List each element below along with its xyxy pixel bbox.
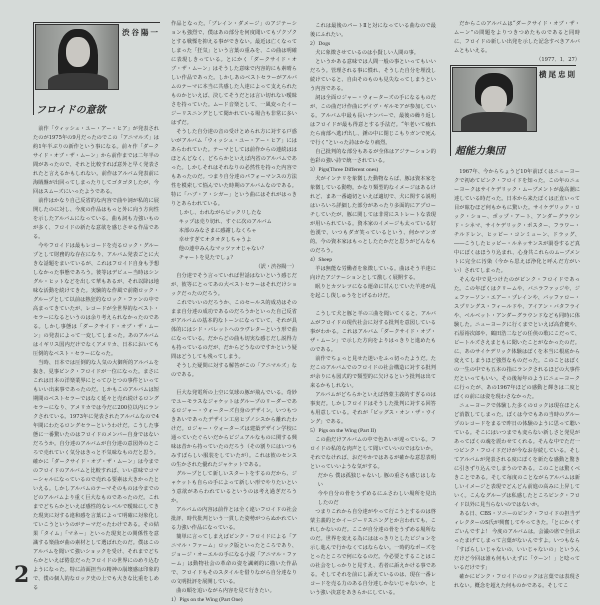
paragraph: だからこのアルバムは“ダークサイド・オブ・ザ・ムーン”の問題をよりつきつめたものであると同時に、フロイドの新しい出発を示した記念すべきアルバムともいえる。: [454, 21, 580, 54]
paragraph: アルバムがどちらかといえば啓蒙主義的すぎるのは事実だ。しかしフロイドはそうした批判に対する回答も用意している。それが「ピッグス・オン・ザ・ウイング」である。: [310, 392, 436, 425]
article1-column-3: [310, 22, 436, 598]
paragraph: 自己批判的な部分もあるが全体はアジテーション的色彩の強い詩で統一されている。: [310, 149, 436, 164]
lyric-line: だから 僕は孤独じゃないし 豚の重さも感じはしない: [317, 473, 436, 488]
article2-column: [454, 168, 580, 591]
article2-author: 横尾忠則: [539, 70, 577, 79]
paragraph: 今やフロイドは最もレコードを売るロック・グループとして財務的な存在になり、アルバム発表ごとに大きな話題をまいているが、これはフロイド自身も予想しなかった事態であろう。彼等はデビュー当時はシングル・ヒットなどを出して華もあるが、それ以降は地味な活動を続けてきた。実験的な作風で前衛ロック・グループとして以前は熱狂的なロック・ファンの中で高まってきていたが、レコードが全世界的なベスト・セラーになるというのは余り考えられなかったのである。しかし事態は「ダークサイド・オブ・ザ・ムーン」の発表によって一変してしまった。あのアルバムはイギリス国内だけでなくアメリカ、日本においても圧倒的なベスト・セラーになった。: [33, 243, 159, 357]
paragraph: 眠りとカツレツになる運命に甘んじていた羊達が乱を起こし復しゅうをとげるわけだ。: [310, 284, 436, 299]
paragraph: グループとして新しいスタートをするのだから、ジャケットも自らの手によって新しい形でやりたいという意欲があらわれているというのは考え過ぎだろうか。: [171, 471, 297, 504]
paragraph: 犬に象徴させているのは小賢しい人間の事。: [315, 50, 419, 56]
credit-line: （1977．1．27）: [536, 57, 580, 63]
lyric-line: 今や自分の骨をうずめるにふさわしい場所を見出したのだ: [317, 491, 436, 506]
section-heading: 3）Pigs(Three Different ones): [310, 167, 379, 173]
paragraph: そんな中で見つけたのがピンク・フロイドであった。この年ぼくはクリームや、バニラファッジや、ジェファーソン・エアー・プレインや、バッファロー・スプリングス・フィールドや、アイアン・バタフライや、ベルベット・アンダーグラウンドなども同時に体験した。ニューヨークに行くまでといえば高倉健や、石原裕次郎や、鶴田浩二などの任侠の歌にこだって、ビートルズさえまともに聞いたことがなかったのだ。に、あのサイケデリック体験はぼくを本当に根底から変えてしまうほど強烈なものだった。このことはぼくの一生の中でも五本の指にランクされるほどの大事件だといってもいい。その後毎年のようにニューヨークに行ったが、あの1967年ほどの感動と輝きは二度とぼくの前には姿を現わさなかった。: [454, 277, 580, 400]
paragraph: 確かにピンク・フロイドのロックは言葉では表現されない。概念を超えた何ものかである。そしてこ: [454, 574, 580, 589]
article1-author: 渋谷陽一: [122, 28, 160, 37]
article1-column-4: [454, 20, 580, 65]
page-number: 2: [14, 562, 30, 588]
paragraph: つまりこれから自分達がやって行こうとするのは啓蒙主義的とかイージーリスニングとか言われても、これしかないのだ。ここが自分達の骨をうずめる場所なのだ。世界を変える為にははっきりとしたビジョンを示し進んで行かなくてはならない。一時的なポーズをとったところで何になるのだ。今必要とすることはこの社会をしっかりと見すえ、若者に訴えかける事である。そしてそれを前にし訴えているのは、現在一番レコードを売る力のある自分達しかないじゃないか、という強い決意をあきらかにしている。: [310, 509, 436, 596]
paragraph: 作品となった。「ブレイン・ダメージ」のアジテーションも強烈で、僕はあの部分を何度聞いてもゾクゾクとする戦慄を抑える事ができない。最近は亡くなってしまった「狂気」という言葉の重みを、この曲は明確に表現しきっている。とにかく「ダークサイド・オブ・ザ・ムーン」はそうした意味で内容的にも素晴らしい作品であった。しかしあのベストセラーがアルバムのテーマに本当に共感した人達によって支えられたものかといえば、決してそうだとは言い切れない曖昧さを持っていた。ムード音楽として、一風変ったイージーリスニングとして聞かれている場合も非常に多いはずだ。: [171, 21, 297, 126]
author-photo-shibuya: [35, 24, 119, 90]
paragraph: この曲だけアルバムの中で色あいが違っている。フロイドの私的な肉声として聞いていいのではないか。それでなければ、おだやかではあるが確かな意思表明といっていいような気がする。: [310, 437, 436, 470]
paragraph: 1967年、今からちょうど10年前ぼくはニューヨークで初めてピンク・フロイドを知った。この年のニューヨークはサイケデリック・ムーブメントが最高潮に達している時だった。日本から来たぼくは正直いって目が眩むほど何もかもに驚いた。サイケデリック・ロック・ショー、ポップ・アート、アンダーグラウンド・シネマ、サイケデリック・ポスター、フラワー・チルドレン、ヒッピー・コンミューン、ドラッグ、――こうしたヒッピー・ルネッサンスが渦巻するど真中にぼくはほうり込まれ、心身共これらのムーブメントに完全に汚染（今から思えば浄化と呼んだ方がいい）されてしまった。: [454, 169, 580, 274]
paragraph: 羊は無能な労働者を象徴している。曲はそう羊達に向けたアジテーションとして激しく展開する。: [310, 266, 436, 281]
paragraph: ニューヨークで体験した多くのロックは現在ほとんど消散してしまった。ぼくは今でもあの当時のグループのレコードをまるで昨日の体験のように思って聴いている。そこにはいつまでも変らない新しさと発見があってぼくの魂を震わせてくれる。そんな中でただ一つピンク・フロイドだけが今なお存続している。そしてアルバムが発表される度にぼくを新たな感動と驚きに引きずり込んでしまうのである。このことは驚くべきことである。そして毎度のことながらアルバムは新しいイメージと表現でどんどん前進の高みに上昇していく。こんなグループは私感したところピンク・フロイド以外に見当らないのではないか。: [454, 403, 580, 508]
section-heading: 2）Dogs: [310, 41, 331, 47]
paragraph: アルバムの内容は前作とは全く違いフロイドの社会批評、時代批判という一貫した姿勢がつらぬかれている力強い作品になっている。: [171, 507, 297, 531]
lyric-line: しかし、われながらビックリしたな: [178, 210, 262, 216]
section-heading: 1）Pigs on the Wing (Part One): [171, 597, 243, 603]
paragraph: 詞は全面ロジャー・ウォーターズの手になるものだが、この曲だけ作曲にデイヴ・ギルモアが参加している。アルバム中最も長いナンバーで、最後の繰り返しはフロイドが最も得意とする手法だ。“年老いて疲れたら南部へ逃げ出し、錘の中に閉じこもりガンで死んで行く”といった詩はかなり痛烈。: [310, 95, 436, 146]
lyric-line: 他の連中みんなマッツァオじゃない？: [178, 246, 267, 252]
paragraph: そうした自分達の音の受けとめられ方に対する戸惑いがアルバム「ウィッシュ・ユー・アー・ヒア」にはあらわれていた。テーマとしては前作からの連続ははほとんどなく、どちらかといえば内省のアルバムであった。しかしそれはそれなりの必然性を持った内容でもあったのだ。つまり自分達のパフォーマンスの方法性を模索して悩んでいた時期のアルバムなのである。特に「ハブ・ア・シガー」という曲にはそれがはっきりとあらわれている。: [171, 129, 297, 207]
paragraph: 簡単に言ってしまえばピンク・フロイドによる「アニマル・ファーム」ロック版といったところであり、ジョージ・オーエルの手になる小説「アニマル・ファーム」は動物社会の革命の姿を諷刺的に描いた作品で、フロイドもそのスタイルを借りながら自分達なりの文明批評を展開している。: [171, 534, 297, 585]
paragraph: 当時、日本では圧倒的な人気の大御所的アルバムを抜き、見事ピンク・フロイドが一位になった。まさにこれは日本の洋楽業界にとってひとつの事件といってもいい出来事であったのだ。しかもこのアルバムは短期間のベストセラーではなく延々と売れ続けるロングセラーになり、アメリカでは今だに200位以内にランクされている。1973年に発表されたアルバムなので4年間にわたるロングセラーというわけだ。こうした事態に一番驚いたのはフロイドのメンバー自身ではないだろうか。自分達のアルバムが自分達の意図外のところで売れていく気分はきっと不気味なものだと思う。確かに「ダークサイド・オブ・ザ・ムーン」は今までのフロイドのアルバムと比較すれば、いい意味でコマーシャルになっているので売れる要素は大きかったといえる。しかしアルバムのテーマそのものは今までのどのアルバムより重く巨大なものであったのだ。これまでどちらかといえば感性的なレベルで曖昧にしてきた現実に対する違和感を言葉によって明確に対象化していこうというのがテーマだったわけである。その結果「タイム」「マネー」といった現実との関係性を意識する楽曲が曲の素材として選ばれたのだ。僕はこのアルバムを聞いて強いショックを受け、それまでどちらかといえば倦怠だったフロイドの世界にのめり込むようになった。特に詩面担当の精神の崩壊感は印象的で、僕の個人的なロック史の上でも大きな比重をしめる: [33, 360, 159, 591]
paragraph: というかある意味では人間一般の事といってもいいだろう。管理される事に慣れ、そうした自分を埋没し続けていると、自由そのものも見失なってしまうという内容である。: [310, 59, 436, 92]
paragraph: そうした疑問に対する解答がこの「アニマルズ」なのである。: [171, 363, 297, 378]
credit-line: （訳・渋谷陽一）: [255, 264, 297, 270]
section-heading: 5）Pigs on the Wing (Part II): [310, 428, 377, 434]
paragraph: 前作はかなり自己反省的な内容で曲や詞が私的に展開したのに対し、今度の作品はもっと外に向う方向性を示したアルバムになっている。曲も詞も力強いものが多く、フロイドの新たな意欲を感じさせる作品である。: [33, 198, 159, 240]
spacer: [310, 301, 436, 310]
lyric-line: 幸せすぎてオタオタしちゃうよ: [178, 237, 252, 243]
lyric-line: チャートを見たでしょ？: [178, 255, 236, 261]
paragraph: 前作「ウィッシュ・ユー・アー・ヒア」が発表されたのが1975年の9月だったのでこの「アニマルズ」は約1年半ぶりの新作という事になる。前々作「ダークサイド・オブ・ザ・ムーン」から前作までは二年半の間があったので、それと比較すれば意外と早く発表されたと言えるかもしれない。前作はアルバム発表前に海賊盤が出回ってしまったりしてゴタゴタしたが、今回はスムーズにいったようである。: [33, 126, 159, 195]
article1-title: フロイドの意欲: [36, 105, 106, 116]
paragraph: これは最後のパートⅡと対になっている曲なので最後にふれたい。: [310, 23, 436, 38]
paragraph: 自分達でそう言っていれば世話はないという感じだが、彼等にとってあの大ベストセラーはそれだけショックだったのだろう。: [171, 273, 297, 297]
section-heading: 4）Sheep: [310, 257, 333, 263]
article1-column-2: [171, 20, 297, 605]
paragraph: 犬がインテリを象徴した動物ならば、豚は資本家を象徴している動物。かなり類型的なイメージはあるけれど、まあ一番適切といえば適切で、犬に関する説明はいろいろ詳細した部分があったり多面的にアプローチしていたが、豚に関しては非常にストレートな表現が用いられている。資本家のイメージも太っている好色漢で、いつもダガ笑っているという、何かマンガ的。今の資本家はもっとしたたかだと思うがどんなものだろう。: [310, 176, 436, 254]
paragraph: これでいいのだろうか、このセールス的成功はそのまま自分達の成功であるのだろうかといった自己反省がアルバムの基本的なトーンになっていて、それが具体的にはシド・バレットへのラヴレターという形で曲になっている。だからどの曲も切実な感じだし説得力も持っているのだが、だからどうなのですかという疑問はどうしても残ってしまう。: [171, 300, 297, 360]
paragraph: 巨大な発電所の上空に気球の豚が飛んでいる。奇妙でユーモラスなジャケットはグループのリーダーであるロジャー・ウォーターズ自身のデザイン。いつもつきあいであったデザイン工房ヒプノシスから離れたわけだ。ロジャー・ウォーターズは建築デザイン学校に通っていたぐらいだからビジュアルなものに関する興味は昔から持っていたのだろう（その割りにはいつもみすぼらしい服装をしていたが）。これは彼のセンスの生かされた優れたジャケットである。: [171, 390, 297, 468]
lyric-line: 本部のみなさまに感謝しなくちゃ: [178, 228, 257, 234]
paragraph: ある日、CBS・ソニーのピンク・フロイドの担当ディレクターのS氏が興奮してやってきた。「とにかくすごいんですよ！ 今度のアルバムは。会議の席で全員ぶったまげてしまって言葉がないんですよ。いつもなら「すばらしいじゃないの、いいじゃないの」というんだけど今回は誰も何もいえずに「ウーン！」と唸っているだけです」: [454, 511, 580, 571]
article1-column-1: [33, 125, 159, 593]
paragraph: こうして犬と豚と羊の三曲を聞いてくると、アルバムがフロイドの現代社会に対する批判を意図している事がわかる。これはアルバム「ダークサイド・オブ・ザ・ムーン」で示した方向をよりはっきりと進めたものである。: [310, 311, 436, 353]
lyric-line: キップは売り切れ、すぐに次のアルバム: [178, 219, 272, 225]
author-photo-yokoo: [452, 67, 537, 132]
article2-title: 超能力集団: [455, 146, 505, 157]
paragraph: 曲の順を追いながら内容を見て行きたい。: [176, 588, 275, 594]
paragraph: 前作でちょっと見せた迷いをふっ切ったようだ。ただこのアルバムでのフロイドの社会構造に対する批判が余りにも図式的で類型的に欠けるという批判は出て来るかもしれない。: [310, 356, 436, 389]
spacer: [171, 380, 297, 389]
